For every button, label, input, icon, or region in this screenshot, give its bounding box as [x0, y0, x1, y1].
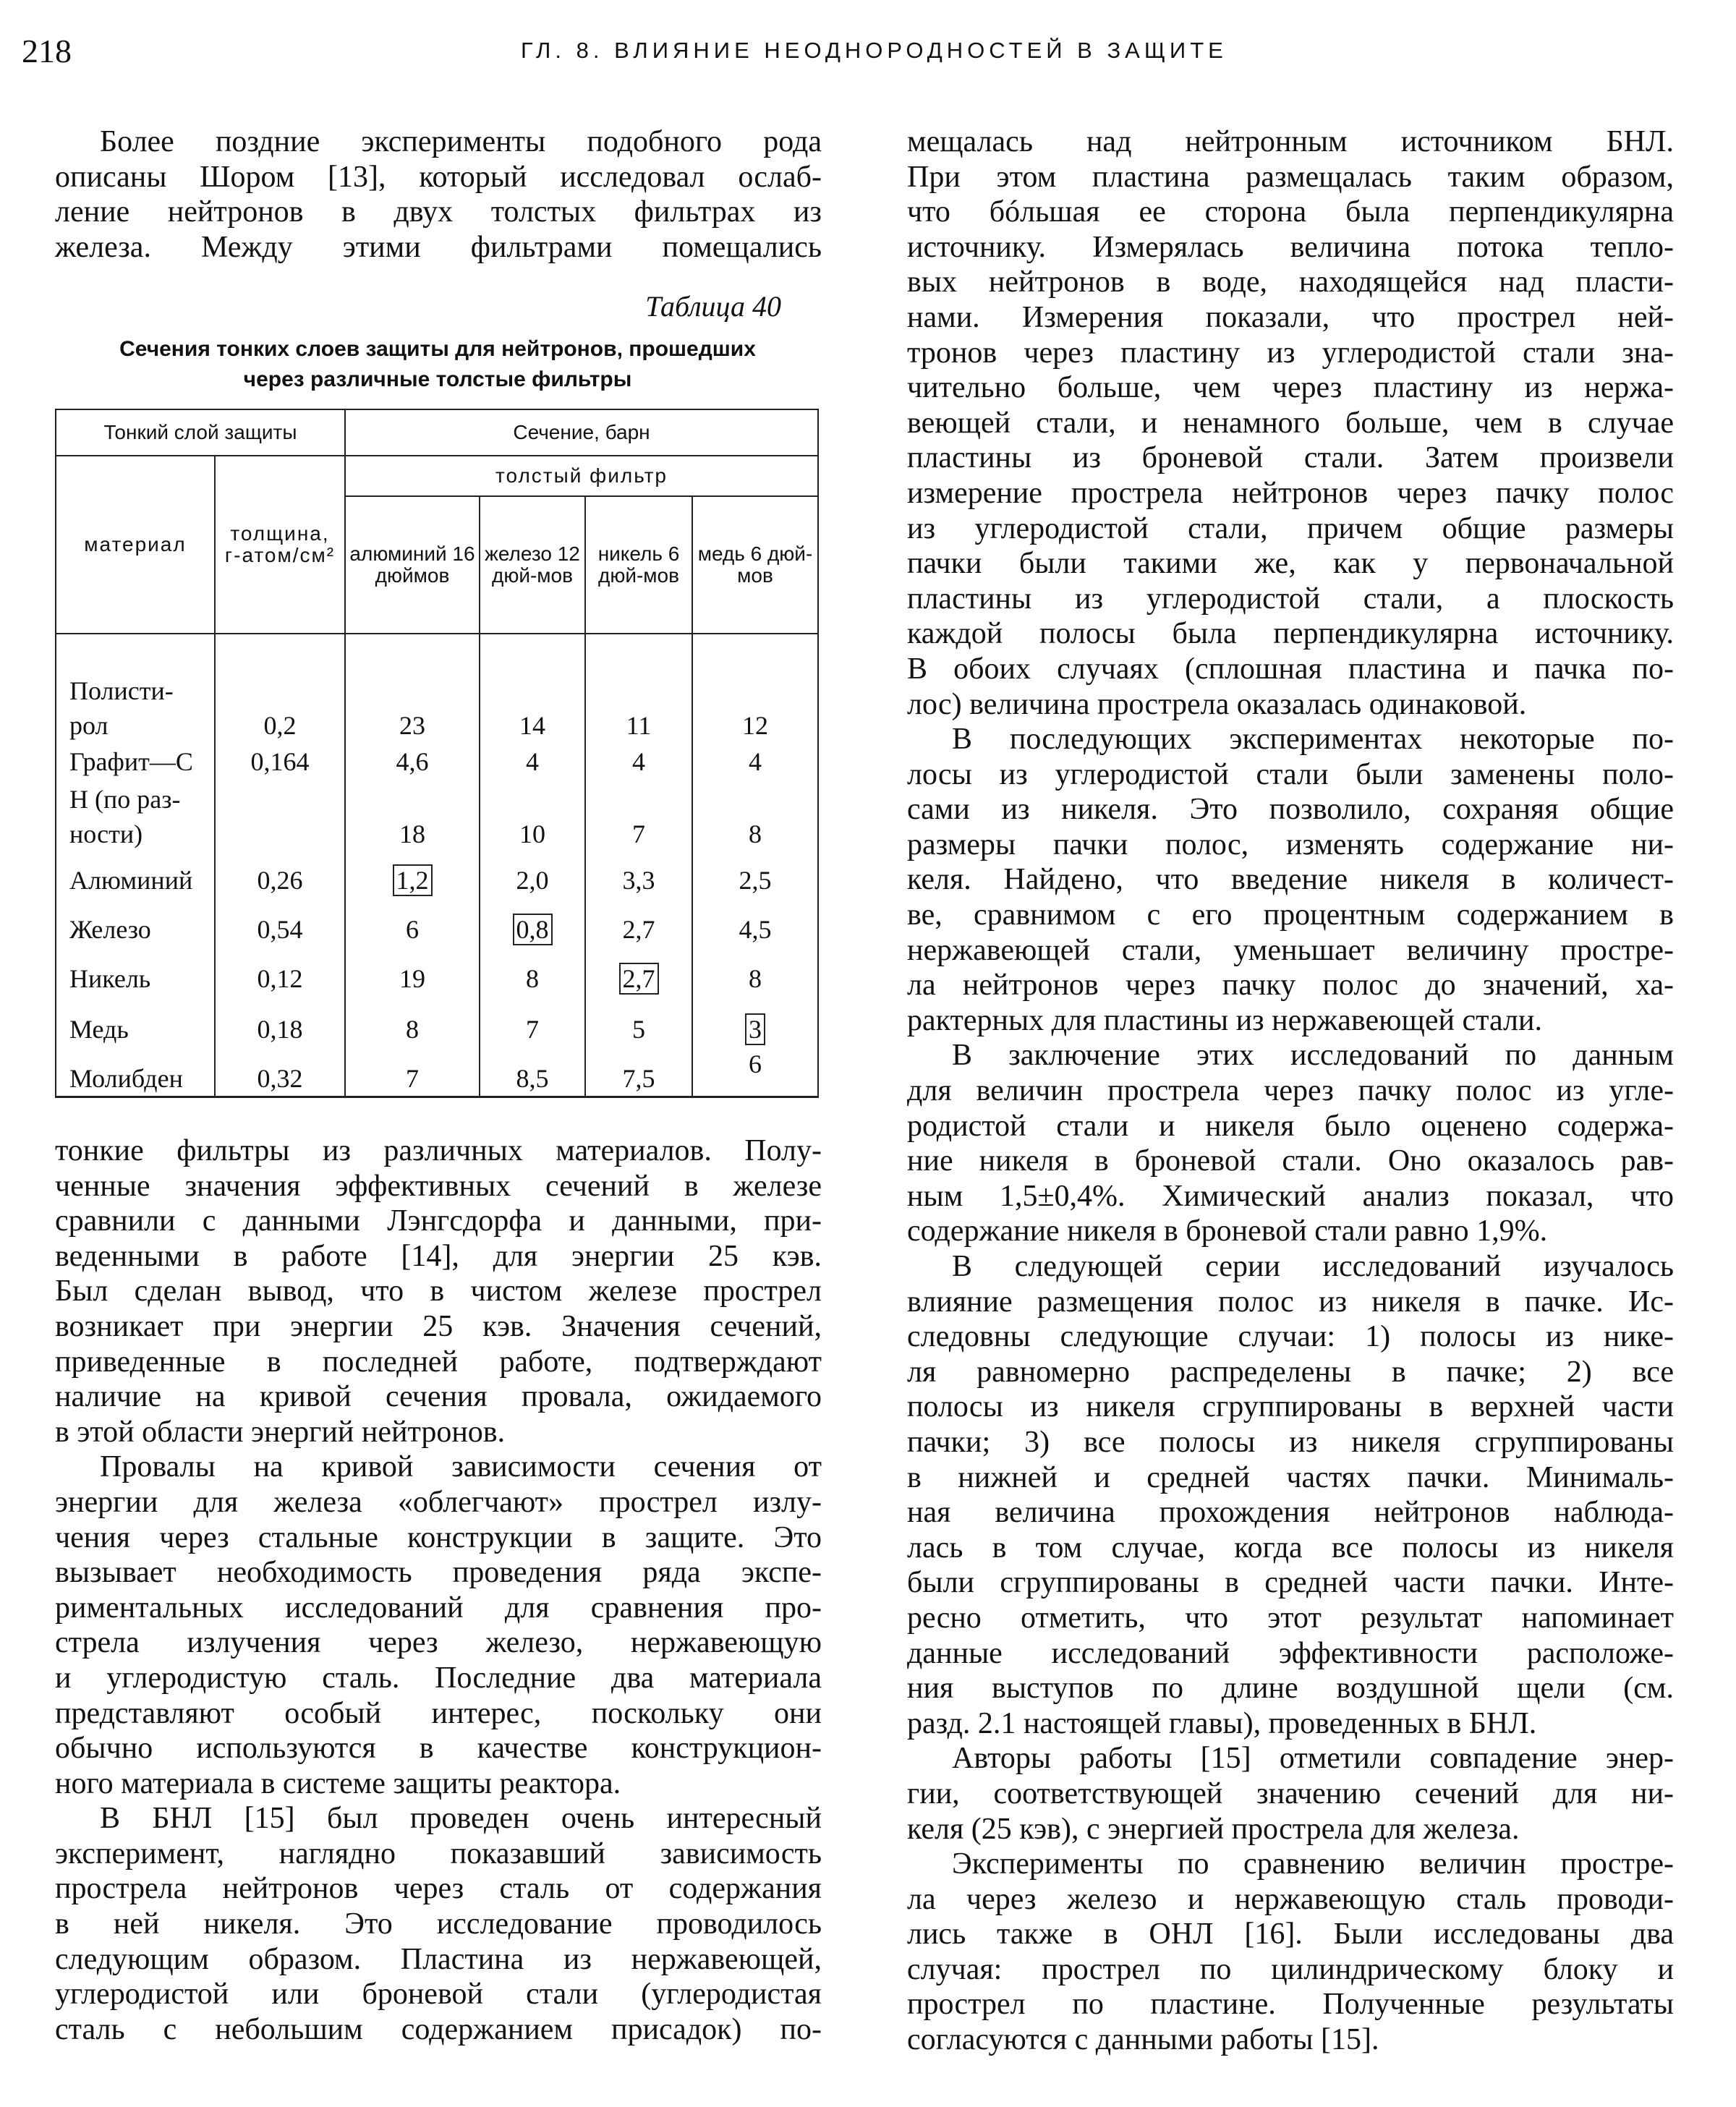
text-line: ного материала в системе защиты реактора. [55, 1766, 621, 1800]
text-line: в этой области энергий нейтронов. [55, 1415, 506, 1449]
text-line: сами из никеля. Это позволило, сохраняя общие [907, 793, 1674, 827]
text-line: пачки; 3) все полосы из никеля сгруппированы [907, 1425, 1674, 1459]
left-column-bottom-text [55, 1133, 822, 2047]
value-cell [692, 779, 818, 851]
material-cell [56, 779, 215, 851]
text-line: чения через стальные конструкции в защите. Это [55, 1520, 822, 1554]
thickness-cell [215, 996, 345, 1047]
material-cell [56, 898, 215, 947]
cell-value: Графит—С [69, 747, 193, 776]
text-line: ная величина прохождения нейтронов наблюда- [907, 1496, 1674, 1530]
text-line: ния выступов по длине воздушной щели (см. [907, 1672, 1674, 1706]
table-caption-line: через различные толстые фильтры [243, 367, 632, 391]
cell-value: Н (по раз- ности) [69, 785, 181, 848]
cell-value: 4 [632, 747, 645, 776]
text-line: ресно отметить, что этот результат напоминает [907, 1601, 1674, 1635]
cell-value: 14 [519, 711, 545, 740]
text-line: возникает при энергии 25 кэв. Значения сечений, [55, 1309, 822, 1343]
thickness-cell [215, 1047, 345, 1097]
text-line: лосы из углеродистой стали были заменены поло- [907, 757, 1674, 791]
text-line: описаны Шором [13], который исследовал ослаб- [55, 160, 822, 194]
cell-value: Алюминий [69, 866, 193, 895]
text-line: веденными в работе [14], для энергии 25 кэв. [55, 1239, 822, 1273]
text-line: были сгруппированы в средней части пачки. Инте- [907, 1566, 1674, 1600]
text-line: пластины из броневой стали. Затем произвели [907, 441, 1674, 475]
text-line: чительно больше, чем через пластину из нержа- [907, 371, 1674, 405]
text-line: риментальных исследований для сравнения про- [55, 1591, 822, 1625]
text-line: тронов через пластину из углеродистой стали зна- [907, 336, 1674, 370]
text-line: стрела излучения через железо, нержавеющую [55, 1626, 822, 1660]
value-cell [480, 779, 585, 851]
text-line: обычно используются в качестве конструкцион- [55, 1732, 822, 1766]
value-cell [480, 898, 585, 947]
text-line: лос) величина прострела оказалась одинаковой. [907, 687, 1527, 721]
header-material: материал [56, 456, 215, 634]
thickness-cell [215, 947, 345, 996]
text-line: лись также в ОНЛ [16]. Были исследованы два [907, 1917, 1674, 1951]
cell-value: 0,32 [257, 1064, 303, 1093]
text-line: представляют особый интерес, поскольку они [55, 1696, 822, 1730]
table-caption-line: Сечения тонких слоев защиты для нейтронов, прошедших [119, 337, 756, 361]
text-line: Был сделан вывод, что в чистом железе прострел [55, 1274, 822, 1308]
cell-value: 11 [626, 711, 652, 740]
cell-value: 0,54 [257, 915, 303, 944]
cell-value: 0,2 [263, 711, 297, 740]
cell-value: 0,26 [257, 866, 303, 895]
text-line: углеродистой или броневой стали (углеродистая [55, 1978, 822, 2012]
text-line: келя (25 кэв), с энергией прострела для железа. [907, 1812, 1520, 1846]
right-column-text [907, 124, 1674, 2058]
thickness-cell [215, 898, 345, 947]
text-line: сталь с небольшим содержанием присадок) по- [55, 2012, 822, 2046]
value-cell [480, 634, 585, 743]
text-line: ченные значения эффективных сечений в железе [55, 1169, 822, 1203]
text-line: лась в том случае, когда все полосы из никеля [907, 1531, 1674, 1565]
text-line: энергии для железа «облегчают» прострел излу- [55, 1485, 822, 1519]
thickness-cell [215, 779, 345, 851]
table-row [56, 1047, 818, 1097]
text-line: При этом пластина размещалась таким образом, [907, 160, 1674, 194]
cell-value: 4,6 [396, 747, 429, 776]
cell-value: Никель [69, 964, 151, 993]
material-cell [56, 996, 215, 1047]
value-cell [692, 898, 818, 947]
text-line: мещалась над нейтронным источником БНЛ. [907, 125, 1674, 158]
value-cell [345, 779, 480, 851]
cell-value: 6 [749, 1050, 762, 1078]
value-cell [692, 947, 818, 996]
cell-value: 19 [399, 964, 425, 993]
text-line: В обоих случаях (сплошная пластина и пачка по- [907, 652, 1674, 686]
text-line: ла через железо и нержавеющую сталь проводи- [907, 1882, 1674, 1916]
thickness-cell [215, 851, 345, 898]
text-line: В заключение этих исследований по данным [952, 1039, 1674, 1073]
text-line: каждой полосы была перпендикулярна источнику. [907, 617, 1674, 651]
text-line: наличие на кривой сечения провала, ожидаемого [55, 1380, 822, 1414]
text-line: ла нейтронов через пачку полос до значений, ха- [907, 969, 1674, 1003]
text-line: ным 1,5±0,4%. Химический анализ показал, что [907, 1179, 1674, 1213]
header-copper: медь 6 дюй-мов [692, 496, 818, 634]
cell-value: 4 [749, 747, 762, 776]
cell-value: 8 [749, 964, 762, 993]
cell-value: 8 [749, 820, 762, 848]
cell-value: 7,5 [622, 1064, 655, 1093]
text-line: родистой стали и никеля было оценено содержа- [907, 1109, 1674, 1143]
text-line: что бóльшая ее сторона была перпендикулярна [907, 195, 1674, 229]
text-line: В последующих экспериментах некоторые по- [952, 723, 1674, 757]
text-line: Эксперименты по сравнению величин простре- [952, 1847, 1674, 1881]
value-cell [585, 898, 692, 947]
page-number: 218 [22, 33, 72, 69]
text-line: эксперимент, наглядно показавший зависимость [55, 1836, 822, 1870]
text-line: измерение прострела нейтронов через пачку полос [907, 476, 1674, 510]
material-cell [56, 634, 215, 743]
text-line: келя. Найдено, что введение никеля в количест- [907, 863, 1674, 897]
text-line: данные исследований эффективности расположе- [907, 1636, 1674, 1670]
text-line: согласуются с данными работы [15]. [907, 2023, 1379, 2057]
value-cell [585, 1047, 692, 1097]
text-line: Авторы работы [15] отметили совпадение энер- [952, 1742, 1674, 1776]
cell-value: 7 [632, 820, 645, 848]
cell-value: 5 [632, 1015, 645, 1044]
header-thin-layer: Тонкий слой защиты [56, 409, 345, 456]
text-line: содержание никеля в броневой стали равно 1,9%. [907, 1214, 1548, 1248]
cell-value: 23 [399, 711, 425, 740]
text-line: следующим образом. Пластина из нержавеющей, [55, 1942, 822, 1976]
value-cell [692, 851, 818, 898]
table-row [56, 947, 818, 996]
text-line: прострел по пластине. Полученные результаты [907, 1988, 1674, 2022]
value-cell [480, 996, 585, 1047]
text-line: В следующей серии исследований изучалось [952, 1250, 1674, 1283]
text-line: Провалы на кривой зависимости сечения от [100, 1450, 822, 1484]
value-cell [692, 743, 818, 779]
text-line: полосы из никеля сгруппированы в верхней части [907, 1390, 1674, 1424]
text-line: ве, сравнимом с его процентным содержанием в [907, 898, 1674, 932]
text-line: Более поздние эксперименты подобного рода [100, 125, 822, 158]
cell-value: 2,7 [622, 915, 655, 944]
table-row [56, 996, 818, 1047]
cell-value: 7 [406, 1064, 419, 1093]
table-row [56, 743, 818, 779]
cell-value: Полисти- рол [69, 676, 174, 740]
text-line: железа. Между этими фильтрами помещались [55, 230, 822, 264]
value-cell [585, 947, 692, 996]
thickness-cell [215, 743, 345, 779]
cell-value: 0,18 [257, 1015, 303, 1044]
cell-value: Медь [69, 1015, 129, 1044]
text-line: вых нейтронов в воде, находящейся над пласти- [907, 265, 1674, 299]
text-line: из углеродистой стали, причем общие размеры [907, 511, 1674, 545]
text-line: прострела нейтронов через сталь от содержания [55, 1872, 822, 1906]
table-number: Таблица 40 [645, 290, 781, 323]
table-row [56, 851, 818, 898]
header-thick-filter: толстый фильтр [345, 456, 818, 496]
table-caption [51, 334, 825, 395]
running-title: ГЛ. 8. ВЛИЯНИЕ НЕОДНОРОДНОСТЕЙ В ЗАЩИТЕ [521, 38, 1227, 63]
text-line: размеры пачки полос, изменять содержание ни- [907, 827, 1674, 861]
text-line: гии, соответствующей значению сечений для ни- [907, 1776, 1674, 1810]
cell-value: Молибден [69, 1064, 183, 1093]
text-line: ля равномерно распределены в пачке; 2) все [907, 1355, 1674, 1389]
boxed-value: 1,2 [393, 864, 433, 896]
text-line: источнику. Измерялась величина потока тепло- [907, 230, 1674, 264]
text-line: ние никеля в броневой стали. Оно оказалось рав- [907, 1144, 1674, 1178]
cell-value: 4 [526, 747, 539, 776]
header-cross-section: Сечение, барн [345, 409, 818, 456]
boxed-value: 2,7 [619, 963, 659, 995]
text-line: случая: прострел по цилиндрическому блоку и [907, 1952, 1674, 1986]
material-cell [56, 1047, 215, 1097]
header-aluminum: алюминий 16 дюймов [345, 496, 480, 634]
cell-value: 2,0 [516, 866, 549, 895]
text-line: сравнили с данными Лэнгсдорфа и данными, при- [55, 1204, 822, 1238]
text-line: и углеродистую сталь. Последние два материала [55, 1661, 822, 1695]
value-cell [345, 743, 480, 779]
value-cell [345, 898, 480, 947]
value-cell [345, 996, 480, 1047]
value-cell [345, 1047, 480, 1097]
cell-value: 7 [526, 1015, 539, 1044]
text-line: нержавеющей стали, уменьшает величину простре- [907, 933, 1674, 967]
text-line: приведенные в последней работе, подтверждают [55, 1345, 822, 1379]
value-cell [692, 1047, 818, 1097]
material-cell [56, 851, 215, 898]
cell-value: 8 [526, 964, 539, 993]
table-row [56, 898, 818, 947]
header-nickel: никель 6 дюй-мов [585, 496, 692, 634]
material-cell [56, 743, 215, 779]
value-cell [585, 996, 692, 1047]
text-line: разд. 2.1 настоящей главы), проведенных в БНЛ. [907, 1706, 1537, 1740]
table-row [56, 634, 818, 743]
value-cell [480, 1047, 585, 1097]
value-cell [585, 779, 692, 851]
cross-section-table [55, 409, 819, 1098]
text-line: веющей стали, и ненамного больше, чем в случае [907, 406, 1674, 440]
value-cell [692, 996, 818, 1047]
cell-value: 8 [406, 1015, 419, 1044]
header-thickness: толщина, г-атом/см² [215, 456, 345, 634]
cell-value: 12 [742, 711, 768, 740]
cell-value: Железо [69, 915, 151, 944]
value-cell [480, 851, 585, 898]
text-line: тонкие фильтры из различных материалов. Полу- [55, 1134, 822, 1167]
cell-value: 10 [519, 820, 545, 848]
left-column-top-text [55, 124, 822, 265]
value-cell [345, 947, 480, 996]
text-line: рактерных для пластины из нержавеющей стали. [907, 1003, 1542, 1037]
boxed-value: 0,8 [513, 914, 553, 945]
value-cell [692, 634, 818, 743]
thickness-cell [215, 634, 345, 743]
text-line: в нижней и средней частях пачки. Минималь- [907, 1460, 1674, 1494]
text-line: влияние размещения полос из никеля в пачке. Ис- [907, 1285, 1674, 1319]
cell-value: 0,164 [250, 747, 310, 776]
cell-value: 0,12 [257, 964, 303, 993]
cell-value: 6 [406, 915, 419, 944]
text-line: следовны следующие случаи: 1) полосы из нике- [907, 1320, 1674, 1354]
text-line: в ней никеля. Это исследование проводилось [55, 1907, 822, 1941]
table-row [56, 779, 818, 851]
text-line: пачки были такими же, как у первоначальной [907, 547, 1674, 581]
value-cell [345, 634, 480, 743]
value-cell [480, 743, 585, 779]
cell-value: 4,5 [739, 915, 772, 944]
value-cell [480, 947, 585, 996]
value-cell [585, 743, 692, 779]
cell-value: 8,5 [516, 1064, 549, 1093]
text-line: для величин прострела через пачку полос из угле- [907, 1074, 1674, 1108]
boxed-value: 3 [745, 1013, 765, 1045]
cell-value: 2,5 [739, 866, 772, 895]
header-iron: железо 12 дюй-мов [480, 496, 585, 634]
value-cell [345, 851, 480, 898]
cell-value: 3,3 [622, 866, 655, 895]
cell-value: 18 [399, 820, 425, 848]
value-cell [585, 634, 692, 743]
material-cell [56, 947, 215, 996]
text-line: В БНЛ [15] был проведен очень интересный [100, 1802, 822, 1836]
value-cell [585, 851, 692, 898]
text-line: пластины из углеродистой стали, а плоскость [907, 582, 1674, 616]
text-line: нами. Измерения показали, что прострел ней- [907, 300, 1674, 334]
text-line: вызывает необходимость проведения ряда экспе- [55, 1556, 822, 1590]
text-line: ление нейтронов в двух толстых фильтрах из [55, 195, 822, 229]
